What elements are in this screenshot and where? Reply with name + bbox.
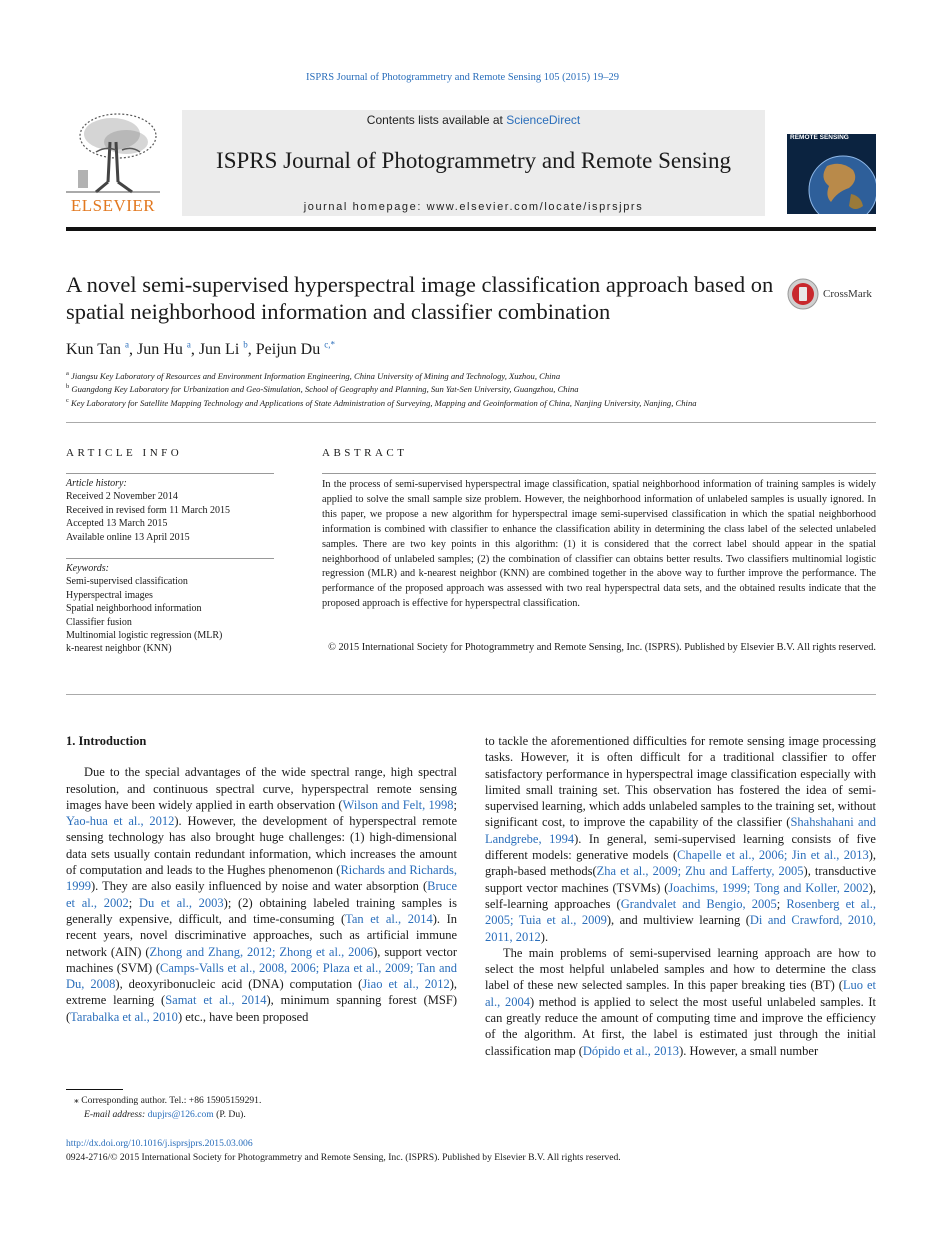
affiliation-text: Key Laboratory for Satellite Mapping Technology and Applications of State Administration of Surveying, Mapping and Geoinformation of China, Nanjing University, Nanjing, China — [68, 397, 697, 408]
citation-link[interactable]: Joachims, 1999; Tong and Koller, 2002 — [668, 880, 869, 895]
author-affiliation-marker[interactable]: a — [186, 339, 191, 350]
abstract-copyright: © 2015 International Society for Photogrammetry and Remote Sensing, Inc. (ISPRS). Published by Elsevier B.V. All rights reserved. — [328, 642, 876, 653]
citation-link[interactable]: Dópido et al., 2013 — [582, 1043, 680, 1058]
footnote — [74, 1094, 474, 1122]
history-label: Article history: — [66, 478, 127, 489]
keyword: Classifier fusion — [66, 616, 132, 628]
citation-link[interactable]: Rosenberg et al., 2005; Tuia et al., 2009 — [485, 896, 876, 928]
keyword: Semi-supervised classification — [66, 576, 188, 588]
masthead-center — [182, 110, 765, 216]
journal-homepage[interactable]: journal homepage: www.elsevier.com/locate/isprsjprs — [303, 201, 644, 213]
citation-link[interactable]: Shahshahani and Landgrebe, 1994 — [485, 815, 876, 846]
keywords-label: Keywords: — [66, 563, 109, 574]
body-text: Due to the special advantages of the wide spectral range, high spectral resolution, and continuous spectral curve, hyperspectral remote sensing images have been widely applied in earth observation ( — [66, 765, 457, 812]
body-text: The main problems of semi-supervised learning approach are how to select the most helpful unlabeled samples and how to determine the class label of these new selected samples. In this paper breaking ties (BT) ( — [485, 945, 876, 993]
article-info-heading: ARTICLE INFO — [66, 447, 183, 459]
journal-cover[interactable] — [787, 104, 876, 214]
crossmark-icon — [787, 278, 819, 310]
section-heading: 1. Introduction — [66, 734, 147, 748]
footer — [66, 1137, 621, 1164]
body-text: ), and multiview learning ( — [606, 913, 750, 928]
email-label: E-mail address: — [84, 1109, 148, 1121]
elsevier-tree-logo — [66, 112, 160, 216]
body-text: ), extreme learning ( — [66, 977, 458, 1008]
abstract-heading: ABSTRACT — [322, 447, 408, 459]
citation-link[interactable]: Richards and Richards, 1999 — [66, 863, 457, 894]
body-column-left — [66, 733, 457, 1025]
affiliations — [66, 370, 876, 410]
author-affiliation-marker[interactable]: a — [125, 339, 130, 350]
body-text: ), self-learning approaches ( — [485, 880, 876, 911]
paragraph — [66, 764, 457, 1025]
sciencedirect-link[interactable]: ScienceDirect — [506, 113, 581, 127]
body-text: ). In recent years, novel discriminative approaches, such as artificial immune network (AIN) ( — [66, 911, 457, 959]
body-text: ). However, a small number — [679, 1043, 819, 1058]
author-name: Kun Tan — [66, 341, 122, 358]
body-text: ); (2) obtaining labeled training samples is generally expensive, difficult, and time-consuming ( — [66, 895, 457, 926]
body-column-right — [485, 733, 876, 1059]
body-text: ). However, the development of hyperspectral remote sensing technology has also brought huge challenges: (1) high-dimensional data sets usually contain redundant information, which increases the amount of computation and leads to the Hughes phenomenon ( — [66, 814, 457, 878]
cover-title: PHOTOGRAMMETRY AND REMOTE SENSING — [790, 126, 871, 141]
publisher-name: ELSEVIER — [70, 196, 156, 215]
body-text: ). — [540, 929, 549, 944]
divider — [66, 473, 274, 474]
affiliation-marker: b — [66, 383, 70, 391]
tree-icon — [66, 112, 160, 198]
author-list — [66, 341, 335, 359]
divider — [66, 558, 274, 559]
keyword: Spatial neighborhood information — [66, 603, 202, 615]
body-text: ) etc., have been proposed — [177, 1009, 309, 1024]
body-text: ), support vector machines (SVM) ( — [66, 944, 457, 975]
contents-prefix: Contents lists available at — [366, 113, 507, 127]
article-title: A novel semi-supervised hyperspectral image classification approach based on spatial neighborhood information and classifier combination — [66, 272, 774, 324]
author-separator: , — [129, 341, 138, 358]
citation-link[interactable]: Yao-hua et al., 2012 — [66, 814, 175, 829]
citation-link[interactable]: Jiao et al., 2012 — [362, 977, 450, 992]
footnote-rule — [66, 1089, 123, 1090]
citation-link[interactable]: Du et al., 2003 — [138, 895, 224, 910]
body-text: ). In general, semi-supervised learning consists of five different models: generative models ( — [485, 831, 876, 863]
affiliation — [66, 397, 876, 410]
author-name: Peijun Du — [255, 341, 321, 358]
body-text: ), graph-based methods( — [485, 848, 876, 879]
body-text: ; — [453, 797, 457, 812]
body-text: to tackle the aforementioned difficulties for remote sensing image processing tasks. However, it is often difficult for a traditional classifier to offer satisfactory performance in hyperspectral image classification especially with limited small training set. This observation has fostered the idea of semi-supervised learning, which adds unlabeled samples to the training set, without significant cost, to improve the capability of the classifier ( — [485, 734, 876, 830]
body-text: ). They are also easily influenced by noise and water absorption ( — [91, 879, 428, 894]
citation-link[interactable]: Zha et al., 2009; Zhu and Lafferty, 2005 — [596, 864, 804, 879]
globe-icon — [787, 104, 876, 214]
email-link[interactable]: dupjrs@126.com — [147, 1109, 214, 1121]
citation-link[interactable]: Grandvalet and Bengio, 2005 — [620, 896, 777, 911]
author-name: Jun Li — [198, 341, 240, 358]
author-name: Jun Hu — [137, 341, 183, 358]
divider — [66, 422, 876, 423]
citation-link[interactable]: Samat et al., 2014 — [165, 993, 267, 1008]
journal-masthead — [66, 104, 876, 216]
affiliation-text: Guangdong Key Laboratory for Urbanization and Geo-Simulation, School of Geography and Planning, Sun Yat-Sen University, Guangzhou, China — [69, 384, 579, 395]
body-text: ), transductive support vector machines (TSVMs) ( — [485, 864, 876, 895]
body-text: ; — [128, 895, 139, 910]
contents-line — [182, 113, 765, 127]
corresponding-author: Corresponding author. Tel.: +86 15905159291. — [81, 1095, 262, 1106]
keyword: Hyperspectral images — [66, 589, 153, 601]
history-item: Available online 13 April 2015 — [66, 531, 190, 543]
citation-link[interactable]: Luo et al., 2004 — [485, 978, 876, 1009]
keyword: k-nearest neighbor (KNN) — [66, 643, 172, 655]
citation-link[interactable]: Bruce et al., 2002 — [66, 879, 457, 910]
affiliation-text: Jiangsu Key Laboratory of Resources and Environment Information Engineering, China University of Mining and Technology, Xuzhou, China — [68, 371, 561, 381]
crossmark-label: CrossMark — [823, 288, 872, 300]
citation-link[interactable]: Wilson and Felt, 1998 — [342, 797, 454, 812]
history-item: Received in revised form 11 March 2015 — [66, 504, 231, 516]
body-text: ; — [776, 896, 787, 911]
affiliation — [66, 383, 876, 396]
citation-link[interactable]: Tan et al., 2014 — [345, 911, 433, 926]
citation-link[interactable]: Di and Crawford, 2010, 2011, 2012 — [485, 913, 876, 944]
issn-line: 0924-2716/© 2015 International Society for Photogrammetry and Remote Sensing, Inc. (ISPRS). Published by Elsevier B.V. All rights reserved. — [66, 1151, 621, 1163]
author-separator: , — [190, 341, 199, 358]
divider — [66, 694, 876, 695]
citation-link[interactable]: Zhong and Zhang, 2012; Zhong et al., 2006 — [149, 944, 374, 959]
body-text: ), deoxyribonucleic acid (DNA) computation ( — [115, 977, 363, 992]
author-separator: , — [247, 341, 256, 358]
body-text: ) method is applied to select the most useful unlabeled samples. It can greatly reduce the amount of computing time and improve the efficiency of the algorithm. At first, the label is estimated just through the initial classification map ( — [485, 994, 877, 1058]
affiliation — [66, 370, 876, 383]
history-item: Received 2 November 2014 — [66, 491, 178, 503]
email-suffix: (P. Du). — [213, 1109, 246, 1121]
divider — [322, 473, 876, 474]
affiliation-marker: c — [66, 396, 69, 404]
doi-link[interactable]: http://dx.doi.org/10.1016/j.isprsjprs.2015.03.006 — [66, 1138, 253, 1149]
paragraph — [485, 945, 876, 1059]
footnote-star: ⁎ — [74, 1095, 79, 1106]
abstract-text: In the process of semi-supervised hyperspectral image classification, spatial neighborhood information of training samples is widely applied to solve the small sample size problem. However, the neighborhood information of unlabeled samples is usually ignored. In this paper, we propose a new algorithm for hyperspectral image semi-supervised classification in which the spatial neighborhood information is combined with classifier to enhance the classification ability in determining the class label of the selected unlabeled samples. There are two key points in this algorithm: (1) it is considered that the correct label should appear in the spatial neighborhood of unlabeled samples; (2) the combination of classifier can obtains better results. Two classifiers multinomial logistic regression (MLR) and k-nearest neighbor (KNN) are combined together in the above way to further improve the performance. The performance of the proposed approach was assessed with two real hyperspectral data sets, and the obtained results indicate that the proposed approach is effective for hyperspectral classification. — [322, 479, 876, 610]
citation-link[interactable]: Chapelle et al., 2006; Jin et al., 2013 — [677, 848, 869, 863]
journal-title: ISPRS Journal of Photogrammetry and Remote Sensing — [216, 148, 731, 173]
body-text: ), minimum spanning forest (MSF) ( — [66, 993, 457, 1024]
header-rule — [66, 227, 876, 231]
keyword: Multinomial logistic regression (MLR) — [66, 630, 223, 642]
citation-link[interactable]: Camps-Valls et al., 2008, 2006; Plaza et al., 2009; Tan and Du, 2008 — [66, 960, 457, 992]
author-affiliation-marker[interactable]: b — [243, 339, 248, 350]
history-item: Accepted 13 March 2015 — [66, 518, 168, 530]
article-history — [66, 477, 276, 544]
citation-link[interactable]: Tarabalka et al., 2010 — [70, 1009, 178, 1024]
affiliation-marker: a — [66, 370, 69, 378]
paragraph — [485, 733, 876, 945]
author-affiliation-marker[interactable]: c,* — [324, 339, 335, 350]
keywords — [66, 562, 276, 656]
journal-citation[interactable]: ISPRS Journal of Photogrammetry and Remote Sensing 105 (2015) 19–29 — [306, 72, 619, 83]
crossmark-badge[interactable] — [787, 278, 877, 312]
